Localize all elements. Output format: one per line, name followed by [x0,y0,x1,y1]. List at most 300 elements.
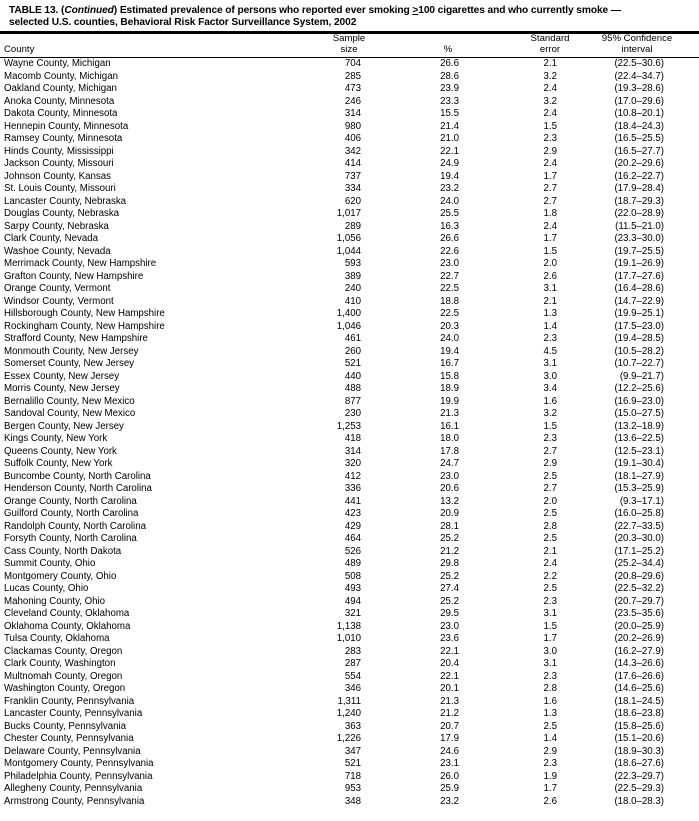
standard-error-cell: 3.2 [543,408,557,420]
table-row [0,108,699,121]
table-row [0,296,699,309]
confidence-interval-cell: (22.4–34.7) [614,70,664,82]
standard-error-cell: 2.7 [543,195,557,207]
county-cell: Franklin County, Pennsylvania [4,695,135,707]
table-row [0,508,699,521]
table-row [0,496,699,509]
confidence-interval-cell: (22.5–29.3) [614,783,664,795]
standard-error-cell: 2.6 [543,795,557,807]
standard-error-cell: 3.0 [543,370,557,382]
table-row [0,421,699,434]
county-cell: Orange County, Vermont [4,283,111,295]
sample-size-cell: 620 [344,195,361,207]
county-cell: Suffolk County, New York [4,458,113,470]
county-cell: Lancaster County, Pennsylvania [4,708,143,720]
sample-size-cell: 418 [344,433,361,445]
county-cell: Henderson County, North Carolina [4,483,152,495]
county-cell: Essex County, New Jersey [4,370,120,382]
sample-size-cell: 737 [344,170,361,182]
table-row [0,183,699,196]
standard-error-cell: 2.9 [543,745,557,757]
table-row [0,283,699,296]
standard-error-cell: 2.9 [543,458,557,470]
standard-error-cell: 2.5 [543,470,557,482]
standard-error-cell: 2.1 [543,58,557,70]
table-row [0,771,699,784]
confidence-interval-cell: (16.2–27.9) [614,645,664,657]
standard-error-cell: 1.7 [543,783,557,795]
table-row [0,671,699,684]
sample-size-cell: 314 [344,445,361,457]
percent-cell: 24.7 [440,458,459,470]
standard-error-cell: 2.3 [543,333,557,345]
county-cell: Johnson County, Kansas [4,170,111,182]
title-mid: ) Estimated prevalence of persons who reported ever smoking [113,5,413,16]
confidence-interval-cell: (11.5–21.0) [615,220,664,232]
percent-cell: 29.8 [440,558,459,570]
sample-size-cell: 473 [344,83,361,95]
percent-cell: 16.7 [440,358,459,370]
confidence-interval-cell: (19.1–26.9) [614,258,664,270]
sample-size-cell: 287 [344,658,361,670]
table-row [0,646,699,659]
sample-size-cell: 314 [344,108,361,120]
confidence-interval-cell: (14.3–26.6) [614,658,664,670]
confidence-interval-cell: (22.5–30.6) [614,58,664,70]
column-header-ci-line2: interval [621,43,653,55]
standard-error-cell: 2.0 [543,495,557,507]
standard-error-cell: 3.1 [543,358,557,370]
county-cell: Somerset County, New Jersey [4,358,135,370]
percent-cell: 15.5 [440,108,459,120]
percent-cell: 16.1 [440,420,459,432]
percent-cell: 28.1 [440,520,459,532]
percent-cell: 23.0 [440,620,459,632]
percent-cell: 21.4 [440,120,459,132]
confidence-interval-cell: (18.6–23.8) [614,708,664,720]
confidence-interval-cell: (16.5–25.5) [614,133,664,145]
table-row [0,633,699,646]
confidence-interval-cell: (18.7–29.3) [614,195,664,207]
percent-cell: 22.1 [440,145,459,157]
confidence-interval-cell: (17.1–25.2) [614,545,664,557]
standard-error-cell: 3.2 [543,70,557,82]
percent-cell: 23.2 [440,795,459,807]
sample-size-cell: 1,400 [336,308,361,320]
standard-error-cell: 3.1 [543,658,557,670]
column-header-ci-line1: 95% Confidence [601,33,673,44]
county-cell: St. Louis County, Missouri [4,183,116,195]
table-row [0,433,699,446]
standard-error-cell: 2.3 [543,758,557,770]
sample-size-cell: 554 [344,670,361,682]
confidence-interval-cell: (12.2–25.6) [614,383,664,395]
standard-error-cell: 2.4 [543,220,557,232]
standard-error-cell: 2.4 [543,158,557,170]
county-cell: Kings County, New York [4,433,108,445]
percent-cell: 19.4 [440,170,459,182]
sample-size-cell: 429 [344,520,361,532]
confidence-interval-cell: (20.2–26.9) [614,633,664,645]
percent-cell: 27.4 [440,583,459,595]
confidence-interval-cell: (22.5–32.2) [614,583,664,595]
confidence-interval-cell: (13.2–18.9) [614,420,664,432]
percent-cell: 20.7 [440,720,459,732]
column-header-se-line2: error [539,43,561,55]
column-header-sample-line1: Sample [332,33,366,44]
county-cell: Tulsa County, Oklahoma [4,633,110,645]
sample-size-cell: 1,253 [336,420,361,432]
county-cell: Wayne County, Michigan [4,58,111,70]
confidence-interval-cell: (22.3–29.7) [614,770,664,782]
confidence-interval-cell: (14.7–22.9) [614,295,664,307]
county-cell: Rockingham County, New Hampshire [4,320,165,332]
confidence-interval-cell: (19.1–30.4) [614,458,664,470]
percent-cell: 20.6 [440,483,459,495]
sample-size-cell: 423 [344,508,361,520]
county-cell: Delaware County, Pennsylvania [4,745,141,757]
county-cell: Allegheny County, Pennsylvania [4,783,143,795]
table-row [0,233,699,246]
column-header-confidence-interval [572,34,699,55]
table-row [0,533,699,546]
table-row [0,558,699,571]
table-row [0,358,699,371]
confidence-interval-cell: (18.0–28.3) [614,795,664,807]
standard-error-cell: 2.5 [543,533,557,545]
sample-size-cell: 1,044 [336,245,361,257]
standard-error-cell: 2.8 [543,520,557,532]
confidence-interval-cell: (17.7–27.6) [614,270,664,282]
sample-size-cell: 1,311 [337,695,361,707]
column-header-county: County [4,43,35,55]
percent-cell: 24.6 [440,745,459,757]
percent-cell: 15.8 [440,370,459,382]
confidence-interval-cell: (10.5–28.2) [614,345,664,357]
table-row [0,346,699,359]
standard-error-cell: 2.3 [543,595,557,607]
confidence-interval-cell: (10.8–20.1) [614,108,664,120]
percent-cell: 18.0 [440,433,459,445]
table-row [0,483,699,496]
percent-cell: 22.6 [440,245,459,257]
confidence-interval-cell: (12.5–23.1) [614,445,664,457]
confidence-interval-cell: (16.2–22.7) [614,170,664,182]
table-row [0,396,699,409]
county-cell: Merrimack County, New Hampshire [4,258,157,270]
confidence-interval-cell: (19.3–28.6) [614,83,664,95]
sample-size-cell: 593 [344,258,361,270]
county-cell: Washington County, Oregon [4,683,126,695]
standard-error-cell: 1.3 [543,308,557,320]
county-cell: Philadelphia County, Pennsylvania [4,770,153,782]
sample-size-cell: 230 [344,408,361,420]
standard-error-cell: 1.4 [543,320,557,332]
table-row [0,546,699,559]
confidence-interval-cell: (16.9–23.0) [614,395,664,407]
confidence-interval-cell: (17.5–23.0) [614,320,664,332]
percent-cell: 22.5 [440,308,459,320]
title-prefix: TABLE 13. ( [9,5,65,16]
percent-cell: 21.2 [440,545,459,557]
table-row [0,608,699,621]
standard-error-cell: 2.1 [543,295,557,307]
table-row [0,796,699,809]
percent-cell: 17.8 [440,445,459,457]
standard-error-cell: 3.0 [543,645,557,657]
table-row [0,158,699,171]
sample-size-cell: 1,240 [336,708,361,720]
county-cell: Buncombe County, North Carolina [4,470,151,482]
sample-size-cell: 704 [344,58,361,70]
title-line1-rest: 100 cigarettes and who currently smoke — [418,5,621,16]
confidence-interval-cell: (23.5–35.6) [614,608,664,620]
confidence-interval-cell: (14.6–25.6) [614,683,664,695]
sample-size-cell: 980 [344,120,361,132]
standard-error-cell: 2.5 [543,583,557,595]
county-cell: Guilford County, North Carolina [4,508,139,520]
table-row [0,583,699,596]
standard-error-cell: 1.8 [543,208,557,220]
percent-cell: 29.5 [440,608,459,620]
table-row [0,446,699,459]
table-title-line1 [9,5,697,17]
sample-size-cell: 464 [344,533,361,545]
standard-error-cell: 2.3 [543,133,557,145]
confidence-interval-cell: (18.1–24.5) [614,695,664,707]
county-cell: Mahoning County, Ohio [4,595,106,607]
county-cell: Douglas County, Nebraska [4,208,120,220]
percent-cell: 20.1 [440,683,459,695]
county-cell: Lancaster County, Nebraska [4,195,127,207]
standard-error-cell: 1.6 [543,695,557,707]
table-row [0,758,699,771]
county-cell: Strafford County, New Hampshire [4,333,148,345]
percent-cell: 26.6 [440,233,459,245]
confidence-interval-cell: (10.7–22.7) [614,358,664,370]
table-row [0,371,699,384]
percent-cell: 20.9 [440,508,459,520]
percent-cell: 25.2 [440,570,459,582]
standard-error-cell: 3.4 [543,383,557,395]
column-header-se-line1: Standard [530,33,570,44]
percent-cell: 16.3 [440,220,459,232]
confidence-interval-cell: (22.0–28.9) [614,208,664,220]
county-cell: Macomb County, Michigan [4,70,118,82]
standard-error-cell: 3.2 [543,95,557,107]
county-cell: Bucks County, Pennsylvania [4,720,127,732]
confidence-interval-cell: (20.3–30.0) [614,533,664,545]
percent-cell: 24.0 [440,195,459,207]
percent-cell: 22.1 [440,670,459,682]
sample-size-cell: 406 [344,133,361,145]
standard-error-cell: 2.4 [543,83,557,95]
confidence-interval-cell: (17.0–29.6) [614,95,664,107]
table-row [0,708,699,721]
county-cell: Morris County, New Jersey [4,383,120,395]
county-cell: Montgomery County, Pennsylvania [4,758,154,770]
percent-cell: 21.2 [440,708,459,720]
confidence-interval-cell: (19.4–28.5) [614,333,664,345]
percent-cell: 19.4 [440,345,459,357]
county-cell: Oklahoma County, Oklahoma [4,620,131,632]
confidence-interval-cell: (20.0–25.9) [614,620,664,632]
county-cell: Hillsborough County, New Hampshire [4,308,165,320]
percent-cell: 20.4 [440,658,459,670]
sample-size-cell: 488 [344,383,361,395]
standard-error-cell: 1.9 [543,770,557,782]
county-cell: Montgomery County, Ohio [4,570,117,582]
table-row [0,733,699,746]
table-row [0,658,699,671]
percent-cell: 25.2 [440,533,459,545]
percent-cell: 22.7 [440,270,459,282]
sample-size-cell: 285 [344,70,361,82]
county-cell: Hinds County, Mississippi [4,145,114,157]
sample-size-cell: 320 [344,458,361,470]
county-cell: Lucas County, Ohio [4,583,89,595]
sample-size-cell: 493 [344,583,361,595]
sample-size-cell: 412 [344,470,361,482]
sample-size-cell: 348 [344,795,361,807]
sample-size-cell: 414 [344,158,361,170]
table-row [0,96,699,109]
percent-cell: 13.2 [440,495,459,507]
confidence-interval-cell: (19.9–25.1) [614,308,664,320]
table-row [0,683,699,696]
confidence-interval-cell: (20.2–29.6) [614,158,664,170]
county-cell: Bergen County, New Jersey [4,420,124,432]
table-row [0,208,699,221]
percent-cell: 26.0 [440,770,459,782]
table-row [0,308,699,321]
sample-size-cell: 346 [344,683,361,695]
standard-error-cell: 2.7 [543,183,557,195]
standard-error-cell: 2.1 [543,545,557,557]
table-row [0,408,699,421]
percent-cell: 25.2 [440,595,459,607]
standard-error-cell: 1.5 [543,120,557,132]
percent-cell: 25.9 [440,783,459,795]
table-row [0,571,699,584]
table-row [0,71,699,84]
table-row [0,258,699,271]
county-cell: Armstrong County, Pennsylvania [4,795,145,807]
confidence-interval-cell: (13.6–22.5) [614,433,664,445]
table-row [0,83,699,96]
standard-error-cell: 1.7 [543,233,557,245]
table-row [0,383,699,396]
sample-size-cell: 240 [344,283,361,295]
standard-error-cell: 2.5 [543,720,557,732]
confidence-interval-cell: (25.2–34.4) [614,558,664,570]
standard-error-cell: 1.7 [543,170,557,182]
sample-size-cell: 336 [344,483,361,495]
confidence-interval-cell: (16.4–28.6) [614,283,664,295]
sample-size-cell: 440 [344,370,361,382]
county-cell: Hennepin County, Minnesota [4,120,129,132]
percent-cell: 18.8 [440,295,459,307]
table-row [0,321,699,334]
county-cell: Windsor County, Vermont [4,295,114,307]
table-row [0,783,699,796]
confidence-interval-cell: (19.7–25.5) [614,245,664,257]
percent-cell: 23.6 [440,633,459,645]
sample-size-cell: 508 [344,570,361,582]
percent-cell: 17.9 [440,733,459,745]
sample-size-cell: 877 [344,395,361,407]
county-cell: Summit County, Ohio [4,558,96,570]
percent-cell: 24.9 [440,158,459,170]
standard-error-cell: 2.9 [543,145,557,157]
confidence-interval-cell: (23.3–30.0) [614,233,664,245]
standard-error-cell: 2.3 [543,433,557,445]
standard-error-cell: 2.5 [543,508,557,520]
confidence-interval-cell: (20.7–29.7) [614,595,664,607]
percent-cell: 22.5 [440,283,459,295]
percent-cell: 23.2 [440,183,459,195]
standard-error-cell: 2.2 [543,570,557,582]
standard-error-cell: 2.7 [543,445,557,457]
confidence-interval-cell: (22.7–33.5) [614,520,664,532]
sample-size-cell: 953 [344,783,361,795]
confidence-interval-cell: (15.1–20.6) [614,733,664,745]
sample-size-cell: 334 [344,183,361,195]
column-header-percent: % [443,43,453,55]
county-cell: Forsyth County, North Carolina [4,533,137,545]
standard-error-cell: 1.4 [543,733,557,745]
percent-cell: 23.0 [440,258,459,270]
percent-cell: 25.5 [440,208,459,220]
percent-cell: 21.3 [440,695,459,707]
sample-size-cell: 321 [344,608,361,620]
county-cell: Jackson County, Missouri [4,158,114,170]
table-row [0,471,699,484]
standard-error-cell: 2.4 [543,558,557,570]
sample-size-cell: 1,046 [336,320,361,332]
standard-error-cell: 1.5 [543,245,557,257]
table-row [0,721,699,734]
sample-size-cell: 1,017 [336,208,361,220]
confidence-interval-cell: (18.6–27.6) [614,758,664,770]
county-cell: Clackamas County, Oregon [4,645,123,657]
table-row [0,246,699,259]
percent-cell: 23.3 [440,95,459,107]
confidence-interval-cell: (18.9–30.3) [614,745,664,757]
confidence-interval-cell: (9.9–21.7) [619,370,664,382]
standard-error-cell: 2.4 [543,108,557,120]
table-title-line2: selected U.S. counties, Behavioral Risk Factor Surveillance System, 2002 [9,17,357,28]
sample-size-cell: 489 [344,558,361,570]
standard-error-cell: 2.3 [543,670,557,682]
confidence-interval-cell: (16.5–27.7) [614,145,664,157]
sample-size-cell: 1,138 [336,620,361,632]
standard-error-cell: 1.6 [543,395,557,407]
county-cell: Anoka County, Minnesota [4,95,115,107]
confidence-interval-cell: (15.0–27.5) [614,408,664,420]
sample-size-cell: 283 [344,645,361,657]
sample-size-cell: 521 [344,758,361,770]
confidence-interval-cell: (17.6–26.6) [614,670,664,682]
sample-size-cell: 521 [344,358,361,370]
county-cell: Dakota County, Minnesota [4,108,118,120]
table-row [0,746,699,759]
county-cell: Sandoval County, New Mexico [4,408,136,420]
county-cell: Sarpy County, Nebraska [4,220,109,232]
county-cell: Cass County, North Dakota [4,545,122,557]
table-row [0,271,699,284]
sample-size-cell: 1,056 [336,233,361,245]
